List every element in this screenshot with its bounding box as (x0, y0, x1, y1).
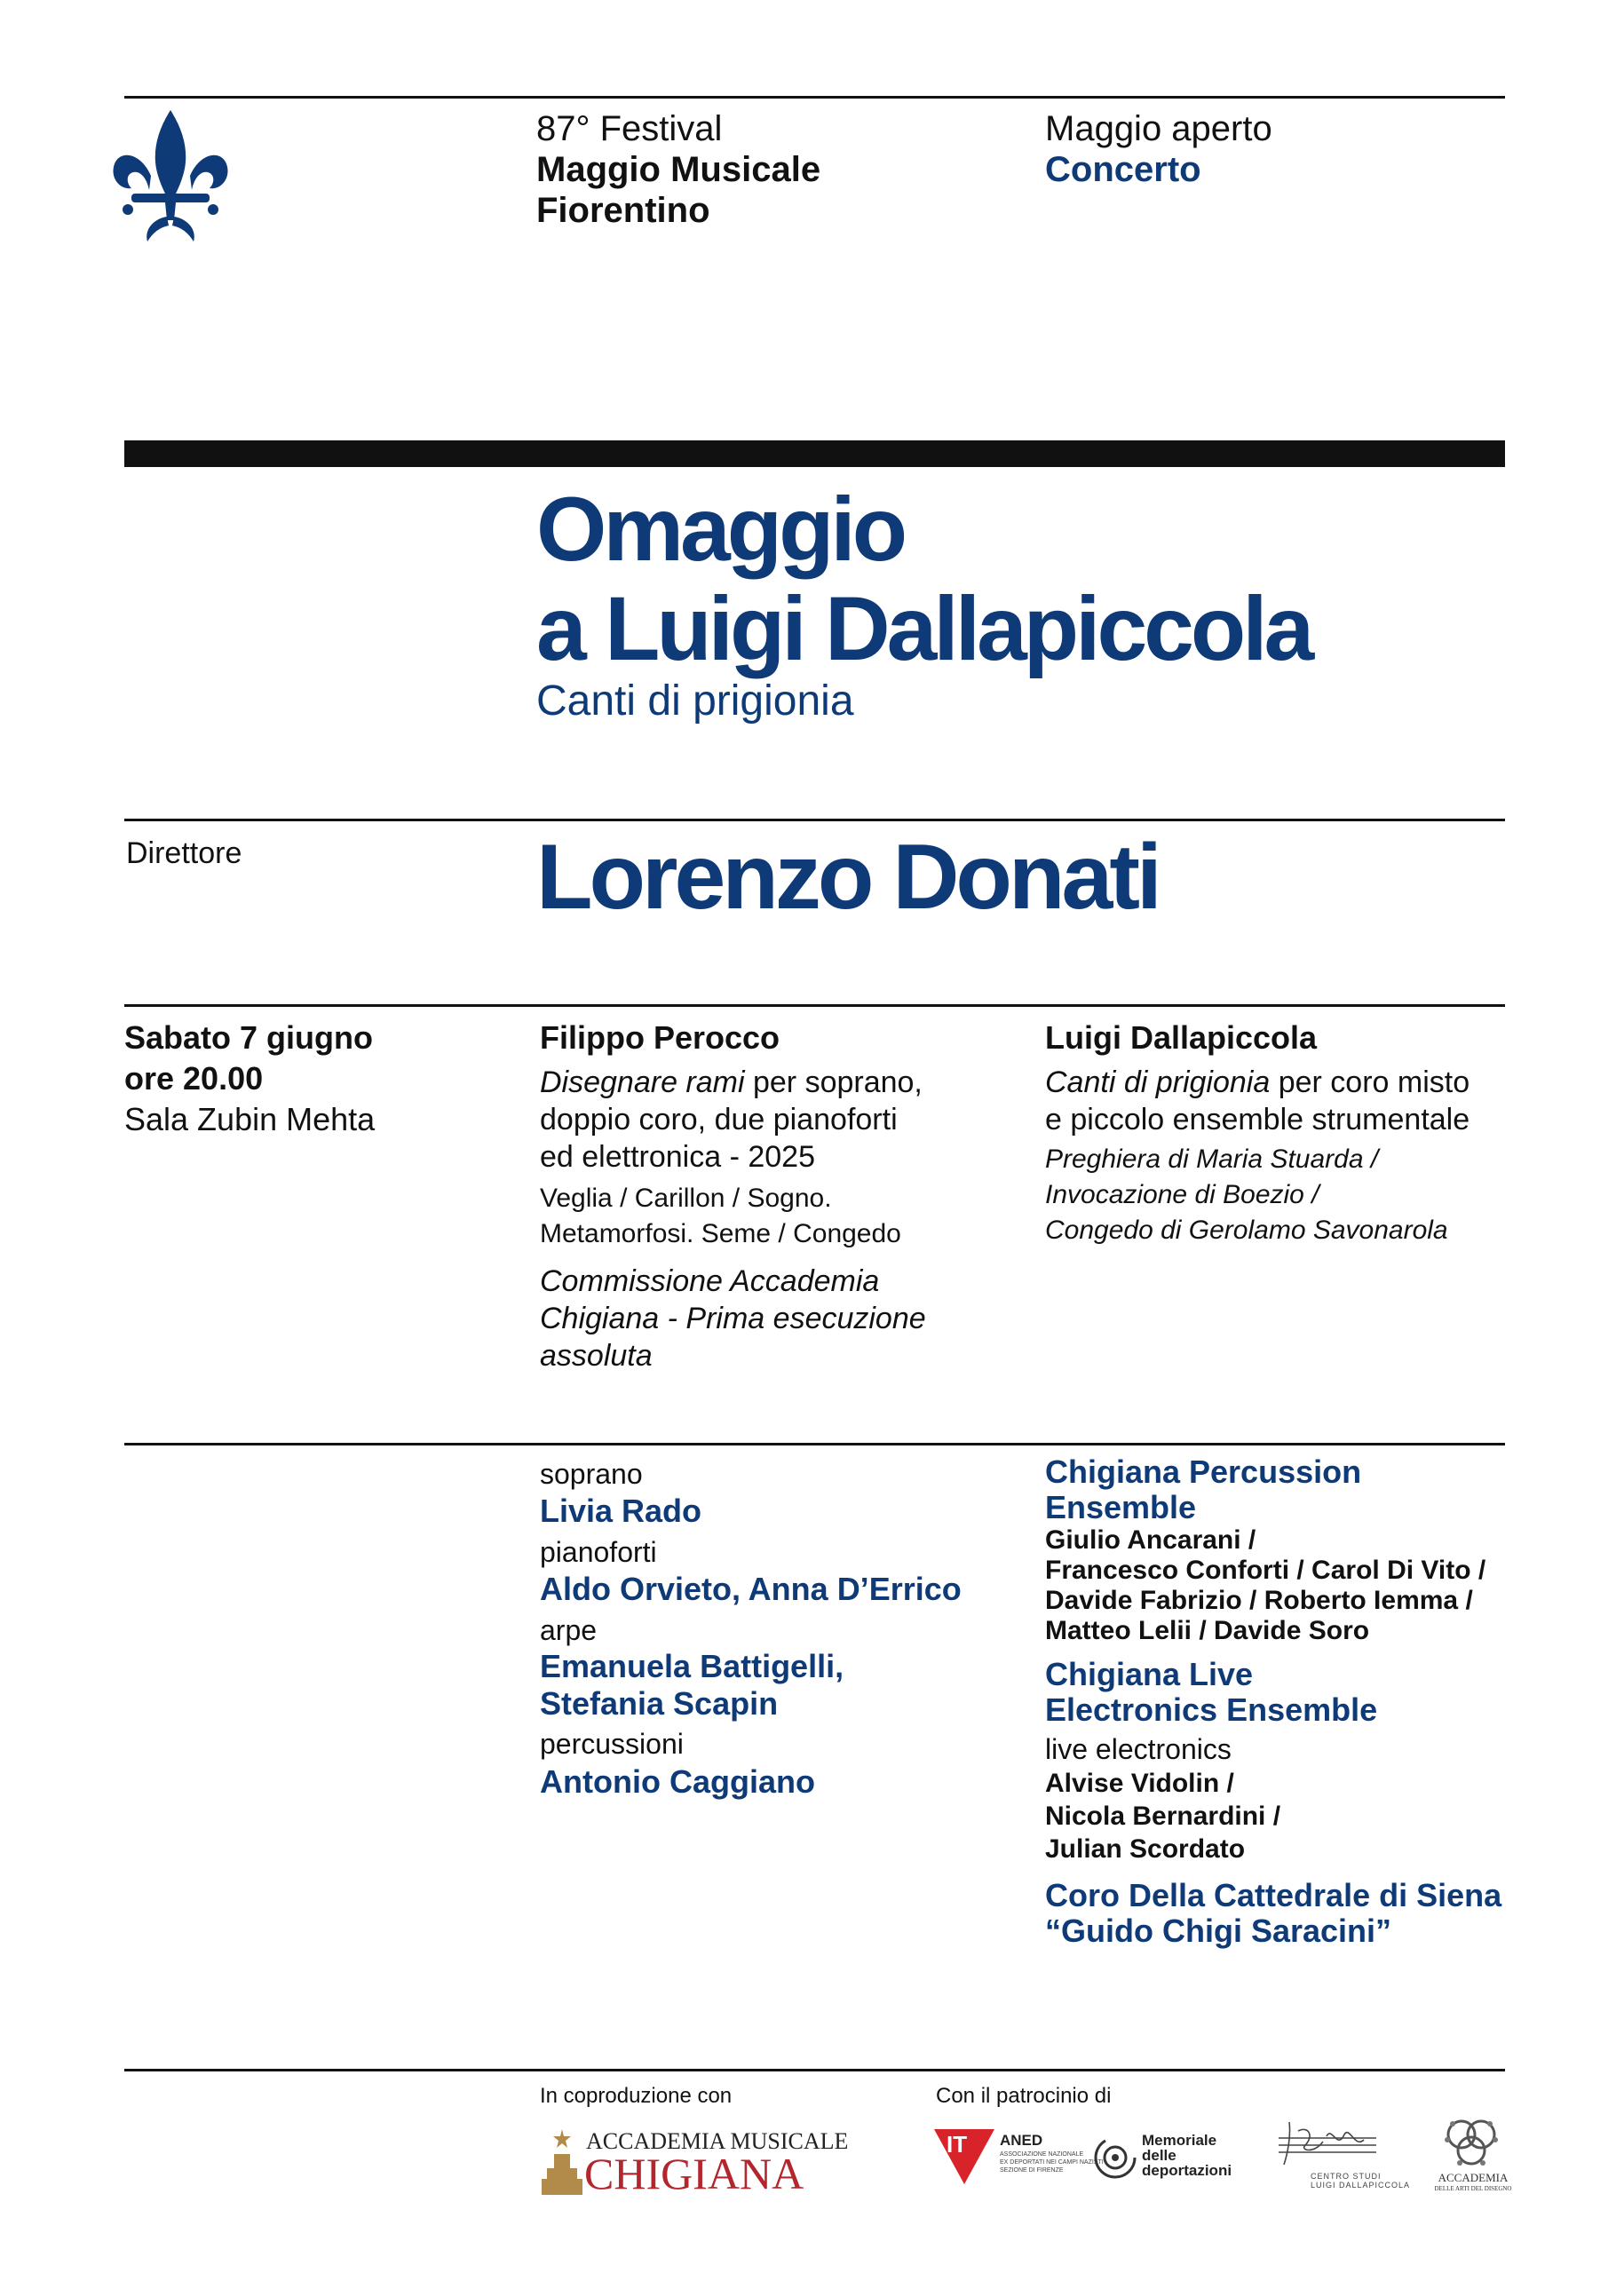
chigiana-line2: CHIGIANA (584, 2149, 804, 2198)
memoriale-line1: Memoriale (1142, 2132, 1217, 2149)
dallapiccola-signature-icon (1279, 2119, 1376, 2168)
electronics-members2: Nicola Bernardini / (1045, 1802, 1281, 1831)
chigiana-line1: ACCADEMIA MUSICALE (586, 2128, 849, 2154)
percussion-ensemble-members3: Davide Fabrizio / Roberto Iemma / (1045, 1586, 1473, 1615)
centro-line1: CENTRO STUDI (1311, 2172, 1382, 2181)
electronics-members1: Alvise Vidolin / (1045, 1769, 1234, 1798)
percussion-ensemble-members1: Giulio Ancarani / (1045, 1525, 1256, 1555)
percussion-role: percussioni (540, 1728, 684, 1760)
electronics-ensemble-name2: Electronics Ensemble (1045, 1691, 1378, 1728)
memoriale-logo (1092, 2133, 1243, 2182)
memoriale-line3: deportazioni (1142, 2162, 1232, 2179)
program-rule (124, 1004, 1505, 1007)
top-rule (124, 96, 1505, 99)
piano-names: Aldo Orvieto, Anna D’Errico (540, 1571, 962, 1607)
event-date: Sabato 7 giugno (124, 1019, 374, 1056)
work1-movements2: Metamorfosi. Seme / Congedo (540, 1219, 901, 1248)
event-category: Concerto (1045, 150, 1201, 189)
aned-triangle-icon (934, 2129, 994, 2184)
percussion-ensemble-name2: Ensemble (1045, 1489, 1197, 1525)
harp-names-line1: Emanuela Battigelli, (540, 1648, 844, 1684)
concert-title-line1: Omaggio (536, 479, 905, 580)
work2-title: Canti di prigionia (1045, 1065, 1271, 1099)
conductor-label: Direttore (126, 836, 242, 870)
harp-names-line2: Stefania Scapin (540, 1685, 779, 1722)
concert-title-line2: a Luigi Dallapiccola (536, 578, 1311, 679)
series-name: Maggio aperto (1045, 109, 1272, 148)
accademia-disegno-logo (1424, 2113, 1522, 2198)
work1-composer: Filippo Perocco (540, 1019, 780, 1056)
festival-name-line1: Maggio Musicale (536, 150, 821, 189)
coproduction-label: In coproduzione con (540, 2084, 733, 2108)
chigiana-tower-icon (540, 2129, 584, 2195)
percussion-ensemble-members4: Matteo Lelii / Davide Soro (1045, 1616, 1370, 1645)
electronics-ensemble-name1: Chigiana Live (1045, 1656, 1254, 1692)
svg-text:IT: IT (947, 2131, 968, 2158)
accademia-line1: ACCADEMIA (1438, 2171, 1509, 2184)
work2-parts1: Preghiera di Maria Stuarda / (1045, 1144, 1379, 1174)
ensembles-block (1045, 1454, 1501, 1949)
work2-composer: Luigi Dallapiccola (1045, 1019, 1318, 1056)
florentine-lily-icon (108, 108, 233, 243)
memoriale-line2: delle (1142, 2147, 1176, 2164)
work2-desc1: per coro misto (1270, 1065, 1470, 1099)
centro-studi-logo (1271, 2119, 1411, 2193)
memoriale-eye-icon (1092, 2134, 1138, 2181)
work1-note3: assoluta (540, 1339, 653, 1373)
patronage-label: Con il patrocinio di (936, 2084, 1112, 2108)
concert-subtitle: Canti di prigionia (536, 677, 854, 725)
work2-desc2: e piccolo ensemble strumentale (1045, 1103, 1470, 1136)
festival-name-line2: Fiorentino (536, 191, 710, 230)
work1-desc1: per soprano, (744, 1065, 923, 1099)
title-bar (124, 440, 1505, 467)
soprano-role: soprano (540, 1458, 643, 1490)
festival-edition: 87° Festival (536, 109, 723, 148)
work2-title-line (1045, 1064, 1470, 1101)
work2-parts3: Congedo di Gerolamo Savonarola (1045, 1216, 1448, 1245)
conductor-rule (124, 819, 1505, 821)
conductor-name: Lorenzo Donati (536, 826, 1159, 929)
aned-name: ANED (1000, 2132, 1043, 2149)
centro-line2: LUIGI DALLAPICCOLA (1311, 2181, 1411, 2190)
percussion-ensemble-name1: Chigiana Percussion (1045, 1453, 1362, 1490)
soloists-block (540, 1456, 962, 1802)
aned-logo (934, 2127, 1104, 2186)
aned-sub1: ASSOCIAZIONE NAZIONALE (1000, 2151, 1084, 2158)
work1-note2: Chigiana - Prima esecuzione (540, 1302, 926, 1335)
electronics-members3: Julian Scordato (1045, 1834, 1246, 1864)
work1-title: Disegnare rami (540, 1065, 745, 1099)
percussion-name: Antonio Caggiano (540, 1763, 815, 1800)
work1-desc3: ed elettronica - 2025 (540, 1140, 815, 1174)
work1-title-line (540, 1064, 926, 1101)
aned-sub2: EX DEPORTATI NEI CAMPI NAZISTI (1000, 2159, 1104, 2166)
electronics-role: live electronics (1045, 1733, 1232, 1765)
choir-name1: Coro Della Cattedrale di Siena (1045, 1877, 1502, 1913)
title-block (536, 479, 1311, 726)
soprano-name: Livia Rado (540, 1493, 702, 1529)
festival-block (536, 108, 820, 231)
series-block (1045, 108, 1272, 190)
work1-block (540, 1018, 926, 1374)
chigiana-logo (540, 2127, 849, 2198)
choir-name2: “Guido Chigi Saracini” (1045, 1913, 1392, 1949)
accademia-line2: DELLE ARTI DEL DISEGNO (1434, 2185, 1512, 2192)
performers-rule (124, 1443, 1505, 1445)
footer-rule (124, 2069, 1505, 2071)
event-venue: Sala Zubin Mehta (124, 1101, 376, 1137)
work1-movements1: Veglia / Carillon / Sogno. (540, 1184, 832, 1213)
event-time: ore 20.00 (124, 1060, 264, 1097)
harp-role: arpe (540, 1614, 598, 1646)
aned-sub3: SEZIONE DI FIRENZE (1000, 2167, 1064, 2174)
work1-desc2: doppio coro, due pianoforti (540, 1103, 898, 1136)
percussion-ensemble-members2: Francesco Conforti / Carol Di Vito / (1045, 1556, 1486, 1585)
work2-parts2: Invocazione di Boezio / (1045, 1180, 1319, 1209)
piano-role: pianoforti (540, 1536, 657, 1568)
accademia-wreath-icon (1440, 2113, 1502, 2170)
event-details (124, 1018, 375, 1140)
work1-note1: Commissione Accademia (540, 1264, 880, 1298)
work2-block (1045, 1018, 1470, 1248)
